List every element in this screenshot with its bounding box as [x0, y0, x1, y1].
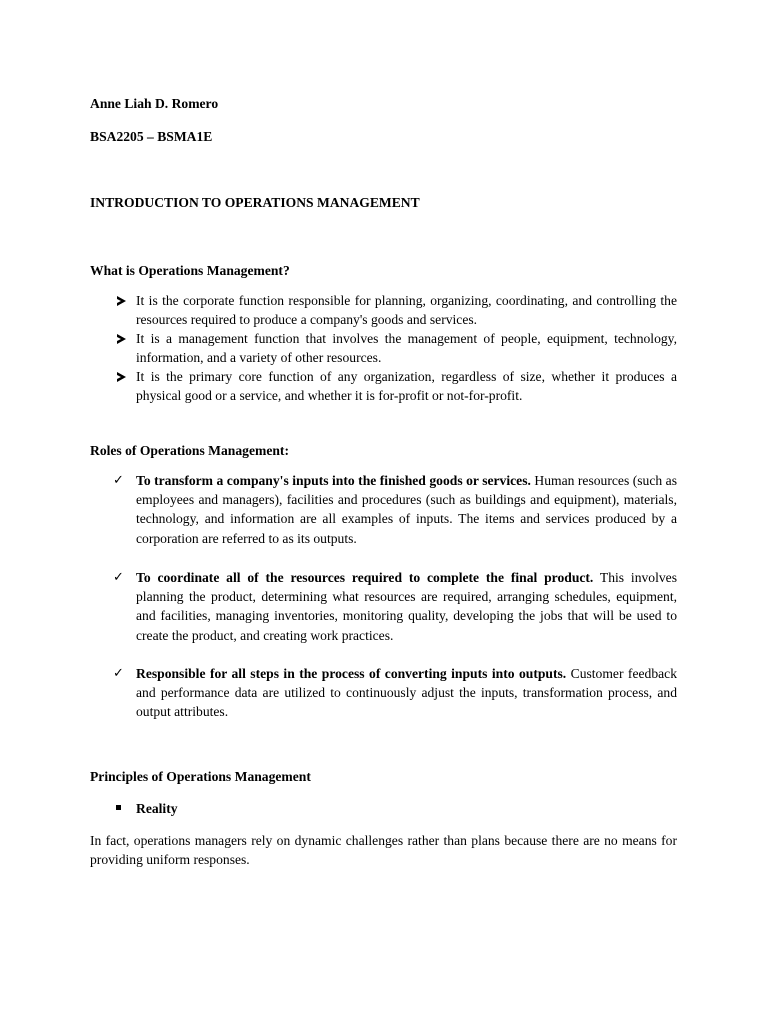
role-text: This involves planning the product, determining what resources are required, arranging schedules, equipment, and facilities, managing inventories, monitoring quality, developing the jobs that will be used to create the product, and creating work practices. — [136, 570, 677, 643]
square-bullet-icon — [116, 805, 121, 810]
principle-description: In fact, operations managers rely on dynamic challenges rather than plans because there are no means for providing uniform responses. — [90, 833, 677, 868]
list-item-text — [136, 664, 677, 722]
section-heading-roles: Roles of Operations Management: — [90, 443, 289, 458]
arrow-bullet-icon — [117, 296, 126, 306]
document-title: INTRODUCTION TO OPERATIONS MANAGEMENT — [90, 195, 420, 210]
section-heading-what-is: What is Operations Management? — [90, 263, 290, 278]
role-lead: Responsible for all steps in the process of converting inputs into outputs. — [136, 666, 567, 681]
arrow-bullet-icon — [117, 372, 126, 382]
section-heading-principles: Principles of Operations Management — [90, 769, 311, 784]
list-item-text: It is a management function that involves the management of people, equipment, technology, information, and a variety of other resources. — [136, 331, 677, 366]
checkmark-icon: ✓ — [113, 570, 124, 585]
role-text: Human resources (such as employees and managers), facilities and procedures (such as buildings and equipment), materials, technology, and information are all examples of inputs. The items and services produced by a corporation are referred to as its outputs. — [136, 473, 678, 546]
section-code: BSA2205 – BSMA1E — [90, 129, 213, 144]
role-text: Customer feedback and performance data are utilized to continuously adjust the inputs, transformation process, and output attributes. — [136, 666, 677, 720]
list-item-text — [136, 568, 677, 645]
checkmark-icon: ✓ — [113, 666, 124, 681]
arrow-bullet-icon — [117, 334, 126, 344]
role-lead: To coordinate all of the resources required to complete the final product. — [136, 570, 594, 585]
principle-label: Reality — [136, 801, 178, 816]
role-lead: To transform a company's inputs into the finished goods or services. — [136, 473, 531, 488]
author-name: Anne Liah D. Romero — [90, 96, 219, 111]
list-item-text: It is the primary core function of any organization, regardless of size, whether it produces a physical good or a service, and whether it is for-profit or not-for-profit. — [136, 369, 677, 404]
list-item-text — [136, 471, 677, 548]
checkmark-icon: ✓ — [113, 473, 124, 488]
list-item-text: It is the corporate function responsible for planning, organizing, coordinating, and controlling the resources required to produce a company's goods and services. — [136, 293, 677, 328]
